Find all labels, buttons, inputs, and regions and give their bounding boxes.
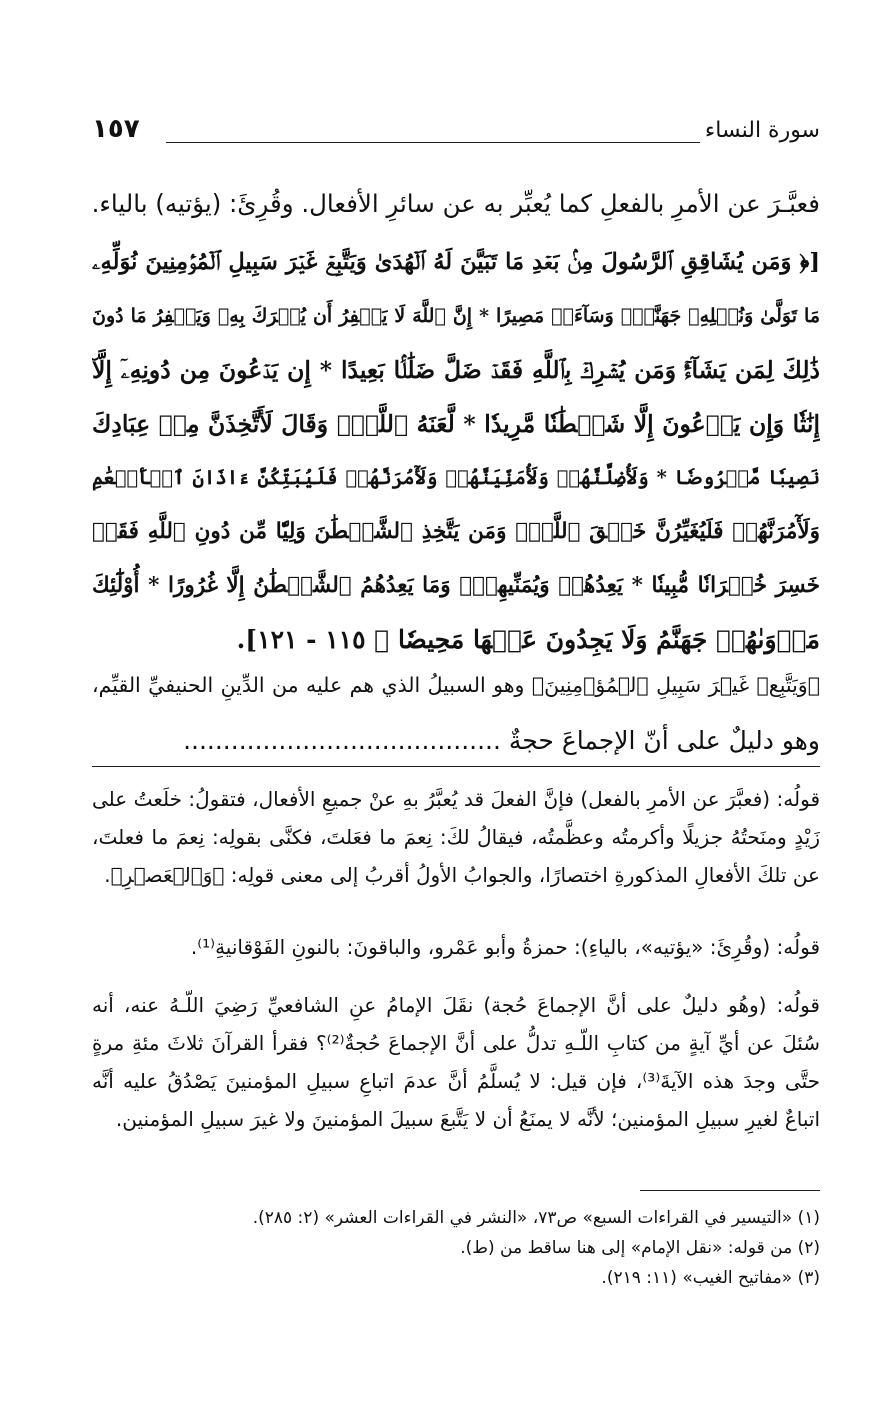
text-line: قولُه: (وهُو دليلٌ على أنَّ الإجماعَ حُجة) نقَلَ الإمامُ عنِ الشافعيِّ رَضِيَ اللّـهُ عنه، أنه <box>92 993 820 1017</box>
commentary-paragraph-2 <box>92 928 820 966</box>
text-line: قولُه: (فعبَّرَ عن الأمرِ بالفعل) فإنَّ الفعلَ قد يُعبَّرُ بهِ عنْ جميعِ الأفعال، فتقولُ: خلَعتُ على <box>92 787 820 811</box>
verse-line: إِنَٰثٗا وَإِن يَدۡعُونَ إِلَّا شَيۡطَٰنٗا مَّرِيدٗا * لَّعَنَهُ ٱللَّهُۘ وَقَالَ لَأَتَّخِذَنَّ مِنۡ عِبَادِكَ <box>92 410 820 438</box>
explanation-paragraph <box>92 657 820 769</box>
commentary-divider <box>92 766 820 767</box>
verse-line: خَسِرَ خُسۡرَانٗا مُّبِينٗا * يَعِدُهُمۡ وَيُمَنِّيهِمۡۖ وَمَا يَعِدُهُمُ ٱلشَّيۡطَٰنُ إِلَّا غُرُورًا * أُوْلَٰٓئِكَ <box>92 573 820 598</box>
intro-paragraph <box>92 176 820 232</box>
verse-line: [﴿ وَمَن يُشَاقِقِ ٱلرَّسُولَ مِنۢ بَعۡدِ مَا تَبَيَّنَ لَهُ ٱلۡهُدَىٰ وَيَتَّبِعۡ غَيۡرَ سَبِيلِ ٱلۡمُؤۡمِنِينَ نُوَلِّهِۦ <box>92 249 820 275</box>
text-line: فعبَّـرَ عن الأمرِ بالفعلِ كما يُعبِّر به عن سائرِ الأفعال. وقُرِئَ: (يؤتيه) بالياء. <box>92 189 820 218</box>
text-line: سُئلَ عن أيِّ آيةٍ من كتابِ اللّـهِ تدلُّ على أنَّ الإجماعَ حُجةٌ⁽²⁾؟ فقرأ القرآنَ ثلاثَ مئةِ مرةٍ <box>92 1031 820 1055</box>
text-line: عن تلكَ الأفعالِ المذكورةِ اختصارًا، والجوابُ الأولُ أقربُ إلى معنى قولِه: ﴿وَٱلۡعَصۡرِ﴾. <box>104 863 820 887</box>
verse-line: مَأۡوَىٰهُمۡ جَهَنَّمُ وَلَا يَجِدُونَ عَنۡهَا مَحِيصٗا ﴾ ١١٥ - ١٢١]. <box>236 625 820 654</box>
verse-line: ذَٰلِكَ لِمَن يَشَآءُۚ وَمَن يُشۡرِكۡ بِٱللَّهِ فَقَدۡ ضَلَّ ضَلَٰلَۢا بَعِيدًا * إِن يَدۡعُونَ مِن دُونِهِۦٓ إِلَّآ <box>92 356 820 384</box>
text-line: قولُه: (وقُرِئَ: «يؤتيه»، بالياءِ): حمزةُ وأبو عَمْرو، والباقونَ: بالنونِ الفَوْقانيةِ⁽¹⁾. <box>190 935 820 959</box>
verse-line: نَصِيبٗا مَّفۡرُوضٗا * وَلَأُضِلَّنَّهُمۡ وَلَأُمَنِّيَنَّهُمۡ وَلَأٓمُرَنَّهُمۡ فَلَيُبَتِّكُنَّ ءَاذَانَ ٱلۡأَنۡعَٰمِ <box>92 466 820 489</box>
text-line: وهو دليلٌ على أنّ الإجماعَ حجةٌ ........................................ <box>183 726 820 755</box>
footnote-1: (١) «التيسير في القراءات السبع» ص٧٣، «النشر في القراءات العشر» (٢: ٢٨٥). <box>252 1208 820 1228</box>
text-line: زَيْدٍ ومنَحتُهُ جزيلًا وأكرمتُه وعظَّمتُه، فيقالُ لكَ: نِعمَ ما فعَلتَ، فكنَّى بقولِه: نِعمَ ما فعلتَ، <box>92 825 820 849</box>
text-line: اتباعٌ لغيرِ سبيلِ المؤمنين؛ لأنَّه لا يمنَعُ أن لا يَتَّبعَ سبيلَ المؤمنينَ ولا غيرَ سبيلِ المؤمنين. <box>115 1107 820 1131</box>
commentary-paragraph-3 <box>92 986 820 1138</box>
footnotes <box>92 1203 820 1293</box>
verse-line: وَلَأٓمُرَنَّهُمۡ فَلَيُغَيِّرُنَّ خَلۡقَ ٱللَّهِۚ وَمَن يَتَّخِذِ ٱلشَّيۡطَٰنَ وَلِيّٗا مِّن دُونِ ٱللَّهِ فَقَدۡ <box>92 519 820 544</box>
page-header <box>92 112 820 152</box>
page-number: ١٥٧ <box>92 114 140 144</box>
footnote-3: (٣) «مفاتيح الغيب» (١١: ٢١٩). <box>601 1268 820 1288</box>
quran-verses <box>92 235 820 667</box>
header-rule <box>166 142 700 143</box>
text-line: حتَّى وجدَ هذه الآيةَ⁽³⁾، فإن قيل: لا يُسلَّمُ أنَّ عدمَ اتباعِ سبيلِ المؤمنينَ يَصْدُقُ عليه أنَّه <box>92 1069 820 1093</box>
commentary-paragraph-1 <box>92 780 820 894</box>
text-line: ﴿وَيَتَّبِعۡ غَيۡرَ سَبِيلِ ٱلۡمُؤۡمِنِينَ﴾ وهو السبيلُ الذي هم عليه من الدِّينِ الحنيفيِّ القيِّم، <box>92 673 820 697</box>
verse-line: مَا تَوَلَّىٰ وَنُصۡلِهِۦ جَهَنَّمَۖ وَسَآءَتۡ مَصِيرًا * إِنَّ ٱللَّهَ لَا يَغۡفِرُ أَن يُشۡرَكَ بِهِۦ وَيَغۡفِرُ مَا دُونَ <box>92 305 820 327</box>
surah-title: سورة النساء <box>704 118 820 143</box>
footnote-divider <box>640 1190 820 1191</box>
footnote-2: (٢) من قوله: «نقل الإمام» إلى هنا ساقط من (ط). <box>460 1238 820 1258</box>
